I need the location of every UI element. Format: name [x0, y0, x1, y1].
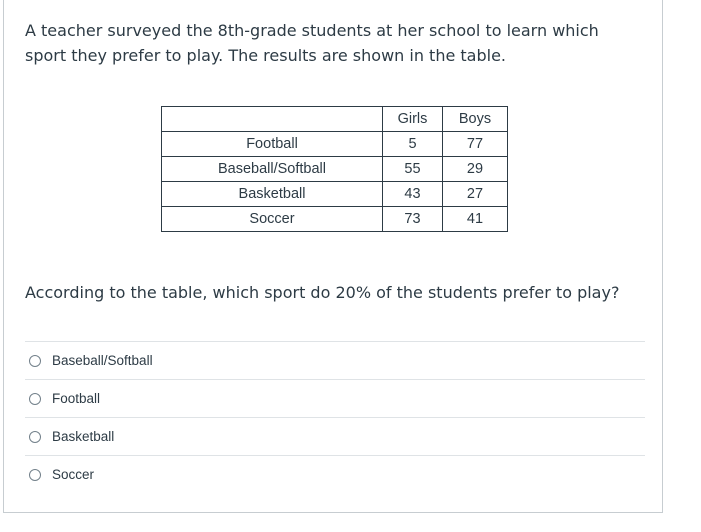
table-cell-girls: 73 [383, 207, 443, 232]
table-cell-boys: 41 [443, 207, 508, 232]
table-header-boys: Boys [443, 107, 508, 132]
table-header-row [162, 107, 508, 132]
answer-option-soccer[interactable] [25, 455, 645, 493]
table-header-empty [162, 107, 383, 132]
answer-label: Football [52, 391, 101, 406]
table-row [162, 132, 508, 157]
question-text: According to the table, which sport do 20% of the students prefer to play? [25, 283, 620, 302]
table-cell-sport: Basketball [162, 182, 383, 207]
answer-option-basketball[interactable] [25, 417, 645, 455]
table-row [162, 157, 508, 182]
radio-button[interactable] [29, 355, 41, 367]
answer-label: Basketball [52, 429, 115, 444]
answer-label: Soccer [52, 467, 95, 482]
table-cell-sport: Football [162, 132, 383, 157]
radio-button[interactable] [29, 469, 41, 481]
table-cell-girls: 5 [383, 132, 443, 157]
table-cell-sport: Baseball/Softball [162, 157, 383, 182]
table-cell-girls: 43 [383, 182, 443, 207]
radio-button[interactable] [29, 431, 41, 443]
survey-table [161, 106, 508, 232]
table-row [162, 182, 508, 207]
table-row [162, 207, 508, 232]
answer-option-baseball-softball[interactable] [25, 341, 645, 379]
table-cell-boys: 29 [443, 157, 508, 182]
table-cell-boys: 27 [443, 182, 508, 207]
table-header-girls: Girls [383, 107, 443, 132]
radio-button[interactable] [29, 393, 41, 405]
answer-label: Baseball/Softball [52, 353, 153, 368]
answer-option-football[interactable] [25, 379, 645, 417]
answer-list [25, 341, 645, 493]
table-cell-boys: 77 [443, 132, 508, 157]
question-card [3, 0, 663, 513]
question-prompt: A teacher surveyed the 8th-grade students at her school to learn which sport they prefer to play. The results are shown in the table. [25, 21, 599, 65]
table-cell-sport: Soccer [162, 207, 383, 232]
table-cell-girls: 55 [383, 157, 443, 182]
